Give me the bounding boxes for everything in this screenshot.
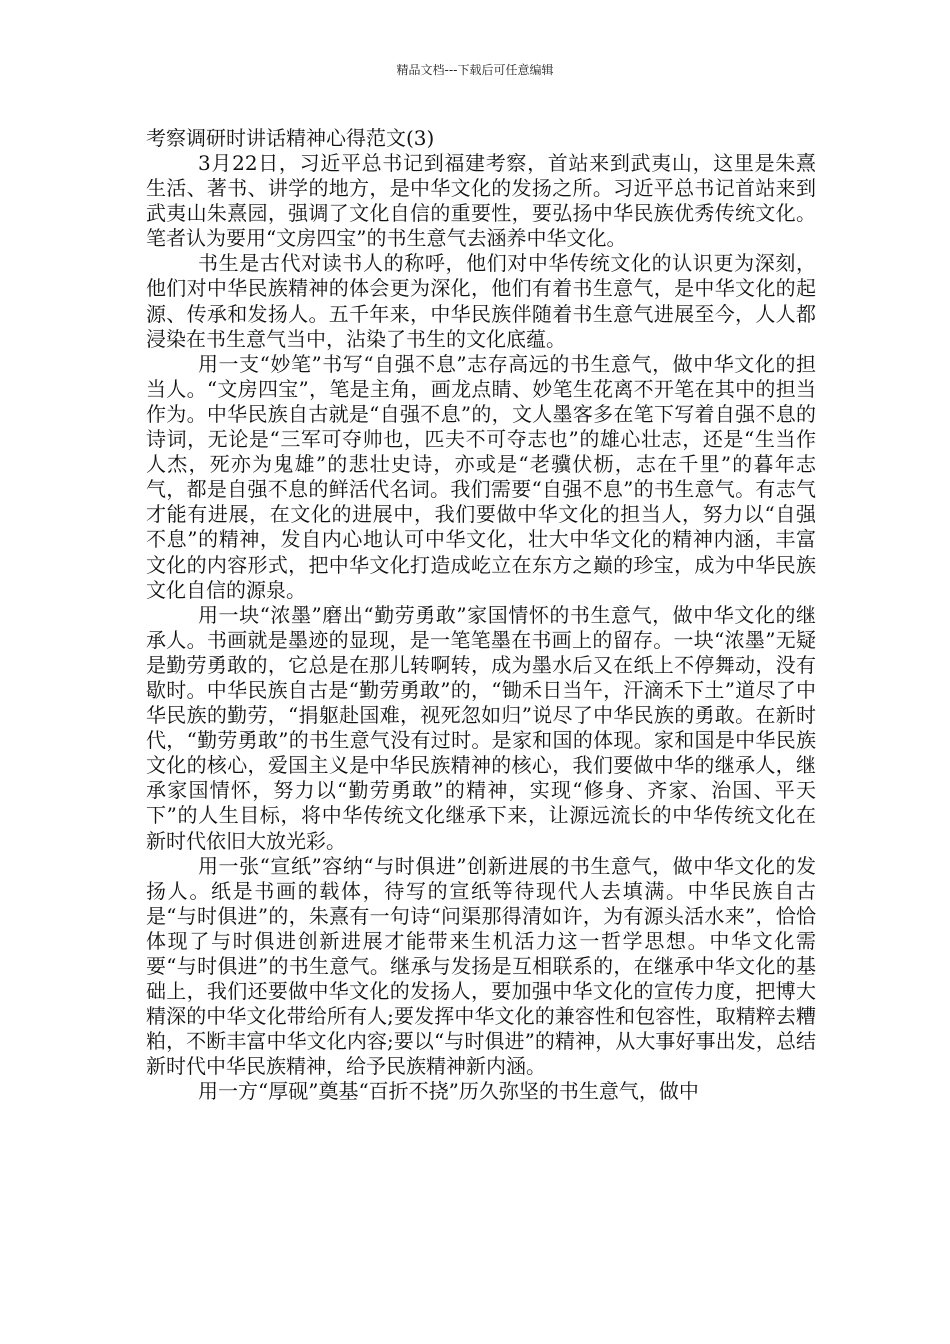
paragraph-1: 3月22日，习近平总书记到福建考察，首站来到武夷山，这里是朱熹生活、著书、讲学的地方，是中华文化的发扬之所。习近平总书记首站来到武夷山朱熹园，强调了文化自信的重要性，要弘扬中华民族优秀传统文化。笔者认为要用“文房四宝”的书生意气去涵养中华文化。 (146, 151, 816, 251)
page-header: 精品文档---下载后可任意编辑 (396, 63, 554, 77)
paragraph-4: 用一块“浓墨”磨出“勤劳勇敢”家国情怀的书生意气，做中华文化的继承人。书画就是墨迹的显现，是一笔笔墨在书画上的留存。一块“浓墨”无疑是勤劳勇敢的，它总是在那儿转啊转，成为墨水后又在纸上不停舞动，没有歇时。中华民族自古是“勤劳勇敢”的，“锄禾日当午，汗滴禾下土”道尽了中华民族的勤劳，“捐躯赴国难，视死忽如归”说尽了中华民族的勇敢。在新时代，“勤劳勇敢”的书生意气没有过时。是家和国的体现。家和国是中华民族文化的核心，爱国主义是中华民族精神的核心，我们要做中华的继承人，继承家国情怀，努力以“勤劳勇敢”的精神，实现“修身、齐家、治国、平天下”的人生目标，将中华传统文化继承下来，让源远流长的中华传统文化在新时代依旧大放光彩。 (146, 602, 816, 853)
document-title: 考察调研时讲话精神心得范文(3) (146, 126, 435, 150)
paragraph-3: 用一支“妙笔”书写“自强不息”志存高远的书生意气，做中华文化的担当人。“文房四宝”，笔是主角，画龙点睛、妙笔生花离不开笔在其中的担当作为。中华民族自古就是“自强不息”的，文人墨客多在笔下写着自强不息的诗词，无论是“三军可夺帅也，匹夫不可夺志也”的雄心壮志，还是“生当作人杰，死亦为鬼雄”的悲壮史诗，亦或是“老骥伏枥，志在千里”的暮年志气，都是自强不息的鲜活代名词。我们需要“自强不息”的书生意气。有志气才能有进展，在文化的进展中，我们要做中华文化的担当人，努力以“自强不息”的精神，发自内心地认可中华文化，壮大中华文化的精神内涵，丰富文化的内容形式，把中华文化打造成屹立在东方之巅的珍宝，成为中华民族文化自信的源泉。 (146, 351, 816, 602)
paragraph-2: 书生是古代对读书人的称呼，他们对中华传统文化的认识更为深刻，他们对中华民族精神的体会更为深化，他们有着书生意气，是中华文化的起源、传承和发扬人。五千年来，中华民族伴随着书生意气进展至今，人人都浸染在书生意气当中，沾染了书生的文化底蕴。 (146, 251, 816, 351)
paragraph-6: 用一方“厚砚”奠基“百折不挠”历久弥坚的书生意气，做中 (198, 1079, 699, 1104)
document-body (146, 126, 816, 1105)
paragraph-5: 用一张“宣纸”容纳“与时俱进”创新进展的书生意气，做中华文化的发扬人。纸是书画的载体，待写的宣纸等待现代人去填满。中华民族自古是“与时俱进”的，朱熹有一句诗“问渠那得清如许，为有源头活水来”，恰恰体现了与时俱进创新进展才能带来生机活力这一哲学思想。中华文化需要“与时俱进”的书生意气。继承与发扬是互相联系的，在继承中华文化的基础上，我们还要做中华文化的发扬人，要加强中华文化的宣传力度，把博大精深的中华文化带给所有人;要发挥中华文化的兼容性和包容性，取精粹去糟粕，不断丰富中华文化内容;要以“与时俱进”的精神，从大事好事出发，总结新时代中华民族精神，给予民族精神新内涵。 (146, 853, 816, 1079)
